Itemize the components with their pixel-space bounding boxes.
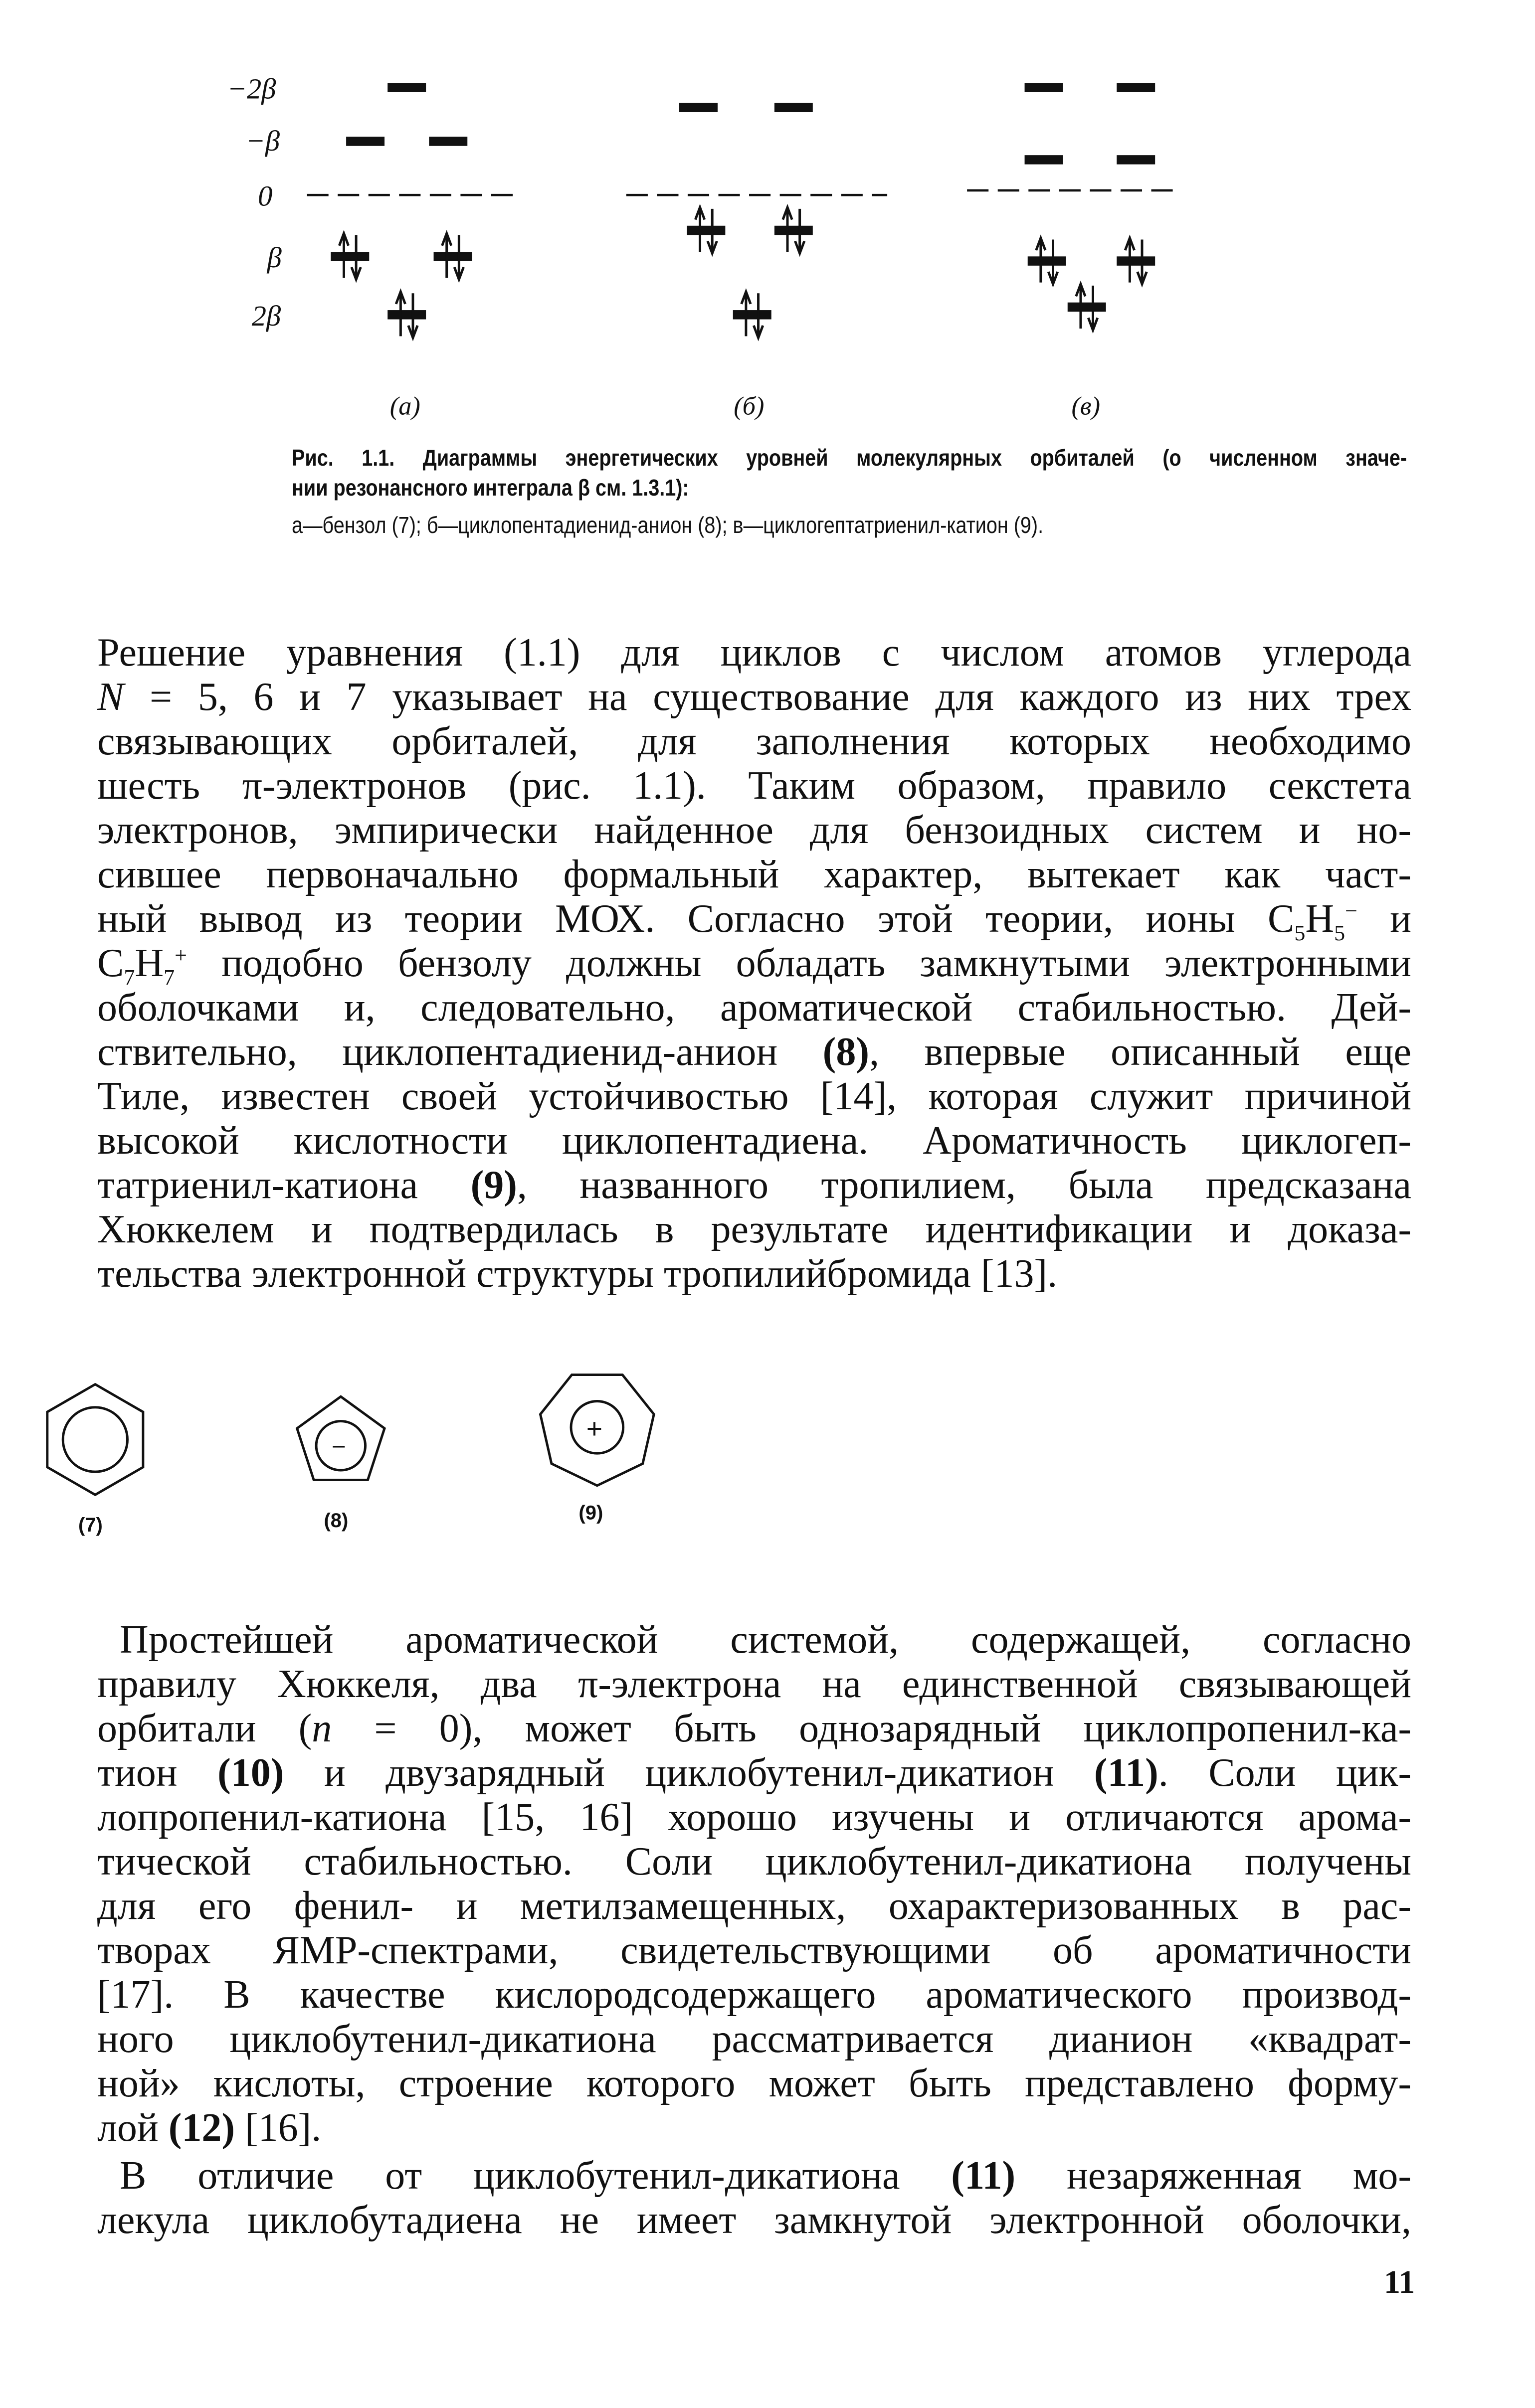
text-run: Хюккелем и подтвердилась в результате идентификации и доказа- <box>97 1207 1411 1251</box>
text-run: C <box>97 941 124 985</box>
compound-number: (12) <box>168 2106 235 2150</box>
text-run: незаряженная мо- <box>1015 2154 1411 2198</box>
page-number: 11 <box>1384 2264 1415 2300</box>
text-run: 5 <box>1334 921 1345 945</box>
text-run: Решение уравнения (1.1) для циклов с числом атомов углерода <box>97 631 1411 675</box>
text-line <box>97 1618 1411 1662</box>
text-run: оболочками и, следовательно, ароматической стабильностью. Дей- <box>97 986 1411 1030</box>
text-run: [17]. В качестве кислородсодержащего ароматического производ- <box>97 1973 1411 2017</box>
compound-number: (11) <box>951 2154 1016 2198</box>
text-line <box>97 2198 1411 2242</box>
aromatic-circle <box>63 1407 127 1472</box>
compound-number: (9) <box>470 1163 517 1207</box>
text-line <box>97 2106 1411 2150</box>
text-line <box>97 1928 1411 1973</box>
text-line <box>97 1030 1411 1074</box>
text-line <box>97 1973 1411 2017</box>
empty-orbital-level <box>347 138 384 145</box>
compound-number: (8) <box>822 1030 869 1074</box>
text-run: H <box>135 941 164 985</box>
text-line <box>97 941 1411 990</box>
text-run: связывающих орбиталей, для заполнения которых необходимо <box>97 719 1411 763</box>
text-run: и <box>1357 897 1412 941</box>
text-run: , впервые описанный еще <box>869 1030 1411 1074</box>
text-run: [16]. <box>235 2106 322 2150</box>
structure-label-7: (7) <box>78 1514 103 1537</box>
filled-orbital-level <box>775 226 812 234</box>
text-line <box>97 2062 1411 2106</box>
text-line <box>97 897 1412 945</box>
column-label-a: (а) <box>389 391 420 421</box>
text-line <box>97 675 1411 719</box>
text-line <box>97 1707 1411 1751</box>
empty-orbital-level <box>430 138 467 145</box>
text-run: N <box>97 675 124 719</box>
minus-charge: − <box>331 1433 346 1461</box>
filled-orbital-level <box>1118 257 1154 265</box>
text-run: Простейшей ароматической системой, содержащей, согласно <box>120 1618 1411 1662</box>
text-run: орбитали ( <box>97 1707 312 1750</box>
empty-orbital-level <box>680 104 717 111</box>
paragraph <box>97 1618 1411 2150</box>
text-run: 7 <box>124 965 135 990</box>
structure-tropylium <box>540 1375 654 1524</box>
text-run: тельства электронной структуры тропилийбромида [13]. <box>97 1252 1058 1296</box>
text-run: ной» кислоты, строение которого может быть представлено форму- <box>97 2062 1411 2105</box>
text-line <box>97 1119 1411 1163</box>
text-line <box>97 719 1411 764</box>
compound-number: (11) <box>1094 1751 1158 1795</box>
text-line <box>97 853 1411 897</box>
structure-cyclopentadienide <box>297 1396 384 1532</box>
empty-orbital-level <box>775 104 812 111</box>
text-run: тической стабильностью. Соли циклобутенил-дикатиона получены <box>97 1840 1411 1884</box>
text-run: и двузарядный циклобутенил-дикатион <box>284 1751 1094 1795</box>
text-run: лекула циклобутадиена не имеет замкнутой электронной оболочки, <box>97 2198 1411 2242</box>
text-run: = 0), может быть однозарядный циклопропенил-ка- <box>332 1707 1411 1750</box>
column-label-c: (в) <box>1071 391 1101 421</box>
filled-orbital-level <box>388 311 425 319</box>
filled-orbital-level <box>1028 257 1065 265</box>
text-run: Тиле, известен своей устойчивостью [14], которая служит причиной <box>97 1074 1411 1118</box>
level-label-2beta: 2β <box>251 299 281 332</box>
figure-caption-line: Рис. 1.1. Диаграммы энергетических уровней молекулярных орбиталей (о численном значе- <box>292 445 1407 471</box>
text-line <box>97 631 1411 675</box>
text-run: для его фенил- и метилзамещенных, охарактеризованных в рас- <box>97 1884 1411 1928</box>
text-line <box>97 2017 1411 2062</box>
text-line <box>97 986 1411 1030</box>
empty-orbital-level <box>1025 84 1062 91</box>
text-run: n <box>312 1707 332 1750</box>
empty-orbital-level <box>388 84 425 91</box>
figure-caption-legend: а—бензол (7); б—циклопентадиенид-анион (8); в—циклогептатриенил-катион (9). <box>292 512 1044 538</box>
energy-level-diagram <box>227 72 1179 420</box>
text-run: татриенил-катиона <box>97 1163 471 1207</box>
structure-label-9: (9) <box>578 1502 603 1524</box>
level-label-beta: β <box>267 241 282 274</box>
text-line <box>97 1163 1411 1207</box>
text-run: правилу Хюккеля, два π-электрона на единственной связывающей <box>97 1662 1411 1706</box>
text-run: подобно бензолу должны обладать замкнутыми электронными <box>187 941 1411 985</box>
filled-orbital-level <box>1068 303 1105 311</box>
text-run: = 5, 6 и 7 указывает на существование для каждого из них трех <box>124 675 1411 719</box>
text-run: H <box>1305 897 1335 941</box>
text-run: 7 <box>164 965 175 990</box>
text-run: лой <box>97 2106 169 2150</box>
figure-caption-line: нии резонансного интеграла β см. 1.3.1): <box>292 475 689 501</box>
text-run: ного циклобутенил-дикатиона рассматривается дианион «квадрат- <box>97 2017 1411 2061</box>
filled-orbital-level <box>434 253 471 260</box>
empty-orbital-level <box>1025 156 1062 164</box>
text-run: ный вывод из теории МОХ. Согласно этой теории, ионы C <box>97 897 1295 941</box>
compound-number: (10) <box>217 1751 284 1795</box>
text-run: шесть π-электронов (рис. 1.1). Таким образом, правило секстета <box>97 764 1411 808</box>
text-run: − <box>1345 898 1357 923</box>
text-run: лопропенил-катиона [15, 16] хорошо изучены и отличаются арома- <box>97 1795 1411 1839</box>
text-line <box>97 764 1411 808</box>
text-run: тион <box>97 1751 218 1795</box>
level-label-minus-2beta: −2β <box>227 72 276 105</box>
text-line <box>97 1840 1411 1884</box>
text-run: + <box>175 943 187 968</box>
text-line <box>97 1207 1411 1252</box>
filled-orbital-level <box>688 226 725 234</box>
filled-orbital-level <box>734 311 770 319</box>
level-label-minus-beta: −β <box>245 124 280 157</box>
text-run: сившее первоначально формальный характер, вытекает как част- <box>97 853 1411 896</box>
empty-orbital-level <box>1118 156 1154 164</box>
text-run: , названного тропилием, была предсказана <box>517 1163 1411 1207</box>
paragraph <box>97 2154 1411 2242</box>
empty-orbital-level <box>1118 84 1154 91</box>
level-label-zero: 0 <box>258 179 273 212</box>
text-run: ствительно, циклопентадиенид-анион <box>97 1030 823 1074</box>
text-line <box>97 2154 1411 2198</box>
text-run: В отличие от циклобутенил-дикатиона <box>120 2154 952 2198</box>
text-run: творах ЯМР-спектрами, свидетельствующими об ароматичности <box>97 1928 1411 1972</box>
text-run: 5 <box>1294 921 1306 945</box>
structure-benzene <box>47 1384 143 1536</box>
text-line <box>97 808 1411 853</box>
text-run: электронов, эмпирически найденное для бензоидных систем и но- <box>97 808 1411 852</box>
paragraph <box>97 631 1411 1296</box>
text-run: высокой кислотности циклопентадиена. Ароматичность циклогеп- <box>97 1119 1411 1163</box>
text-line <box>97 1662 1411 1707</box>
text-line <box>97 1884 1411 1928</box>
plus-charge: + <box>586 1413 603 1444</box>
filled-orbital-level <box>332 253 369 260</box>
column-label-b: (б) <box>734 391 765 421</box>
text-line <box>97 1252 1411 1296</box>
text-line <box>97 1751 1411 1795</box>
structure-label-8: (8) <box>324 1509 349 1532</box>
text-run: . Соли цик- <box>1158 1751 1411 1795</box>
text-line <box>97 1795 1411 1840</box>
text-line <box>97 1074 1411 1119</box>
hexagon-ring <box>47 1384 143 1495</box>
